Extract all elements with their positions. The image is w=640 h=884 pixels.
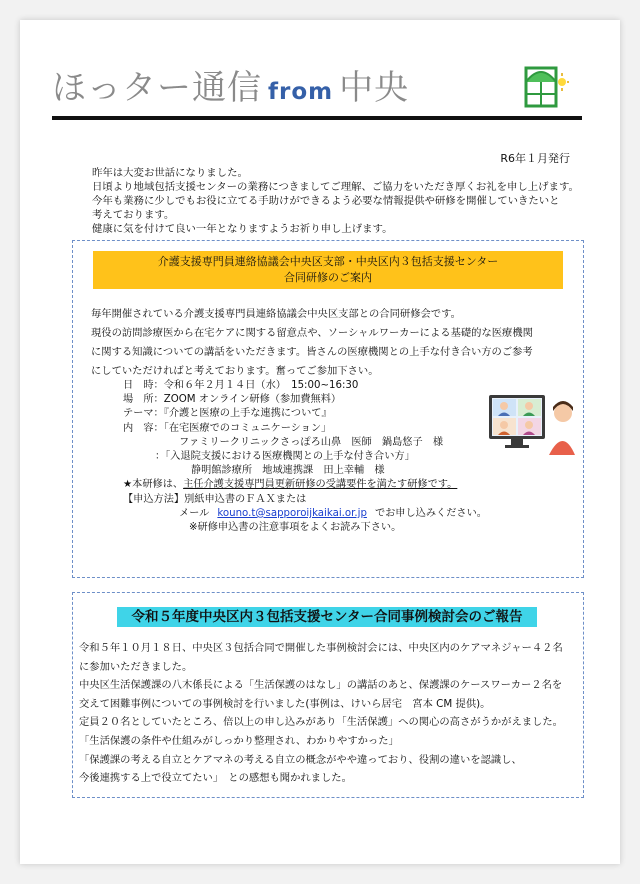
title-main: ほっター通信 (52, 68, 262, 108)
masthead-rule (52, 116, 582, 120)
mail-suffix: でお申し込みください。 (374, 507, 487, 519)
report-line: 定員２０名としていたところ、倍以上の申し込みがあり「生活保護」への関心の高さがうかがえました。 (79, 716, 563, 729)
report-banner: 令和５年度中央区内３包括支援センター合同事例検討会のご報告 (117, 607, 537, 627)
greeting-line: 健康に気を付けて良い一年となりますようお祈り申し上げます。 (92, 223, 393, 235)
seminar-banner-line1: 介護支援専門員連絡協議会中央区支部・中央区内３包括支援センター (157, 255, 499, 268)
intro-line: 現役の訪問診療医から在宅ケアに関する留意点や、ソーシャルワーカーによる基礎的な医療機関 (91, 327, 533, 339)
place-line: 場 所：ZOOM オンライン研修（参加費無料） (123, 394, 342, 406)
report-text (79, 639, 579, 788)
report-line: 中央区生活保護課の八木係長による「生活保護のはなし」の講話のあと、保護課のケースワーカー２名を (79, 679, 563, 692)
notice-prefix: ★本研修は、 (123, 479, 184, 491)
online-meeting-illustration (487, 391, 575, 455)
intro-line: にしていただければと考えております。奮ってご参加下さい。 (91, 365, 379, 377)
content-line-2: ：「入退院支援における医療機関との上手な付き合い方」 (155, 451, 415, 463)
seminar-banner (93, 251, 563, 289)
report-box (72, 592, 584, 798)
notice-line (123, 478, 543, 492)
seminar-box (72, 240, 584, 578)
greeting-line: 昨年は大変お世話になりました。 (92, 167, 248, 179)
masthead (52, 58, 582, 120)
report-line: 交えて困難事例についての事例検討を行いました(事例は、けいら居宅 宮本 CM 提供)。 (79, 697, 491, 710)
greeting-line: 考えております。 (92, 209, 175, 221)
greeting-line: 今年も業務に少しでもお役に立てる手助けができるよう必要な情報提供や研修を開催していきたいと (92, 195, 560, 207)
title-from: from (268, 79, 334, 105)
greeting-line: 日頃より地域包括支援センターの業務につきましてご理解、ご協力をいただき厚くお礼を申し上げます。 (92, 181, 579, 193)
greeting-text (92, 166, 592, 236)
seminar-intro (91, 305, 571, 381)
report-line: に参加いただきました。 (79, 660, 193, 673)
application-note: ※研修申込書の注意事項をよくお読み下さい。 (189, 522, 402, 534)
intro-line: に関する知識についての講話をいただきます。皆さんの医療機関との上手な付き合い方のご参考 (91, 346, 533, 358)
content-line: 内 容：「在宅医療でのコミュニケーション」 (123, 422, 332, 434)
seminar-banner-line2: 合同研修のご案内 (284, 271, 372, 284)
apply-line: 【申込方法】別紙申込書のＦＡＸまたは (123, 493, 307, 505)
seminar-details (123, 379, 543, 535)
issue-date: R6年１月発行 (500, 152, 570, 165)
date-line: 日 時：令和６年２月１４日（水） 15:00~16:30 (123, 380, 359, 391)
report-line: 「生活保護の条件や仕組みがしっかり整理され、わかりやすかった」 (79, 734, 399, 747)
window-house-logo-icon (512, 60, 572, 110)
report-line: 令和５年１０月１８日、中央区３包括合同で開催した事例検討会には、中央区内のケアマネジャー４２名 (79, 642, 563, 654)
email-link[interactable]: kouno.t@sapporoijkaikai.or.jp (217, 507, 367, 519)
notice-requirement: 主任介護支援専門員更新研修の受講要件を満たす研修です。 (183, 479, 458, 491)
report-line: 今後連携する上で役立てたい」 との感想も聞かれました。 (79, 772, 352, 785)
speaker-1: ファミリークリニックさっぽろ山鼻 医師 鍋島悠子 様 (179, 436, 444, 448)
speaker-2: 静明館診療所 地域連携課 田上幸輔 様 (191, 465, 385, 477)
intro-line: 毎年開催されている介護支援専門員連絡協議会中央区支部との合同研修会です。 (91, 308, 461, 320)
mail-row (123, 507, 543, 521)
report-line: 「保護課の考える自立とケアマネの考える自立の概念がやや違っており、役割の違いを認識し、 (79, 753, 522, 766)
mail-label: メール (179, 507, 210, 519)
theme-line: テーマ：『介護と医療の上手な連携について』 (123, 408, 332, 420)
title-place: 中央 (339, 68, 410, 108)
newsletter-title (52, 68, 409, 112)
